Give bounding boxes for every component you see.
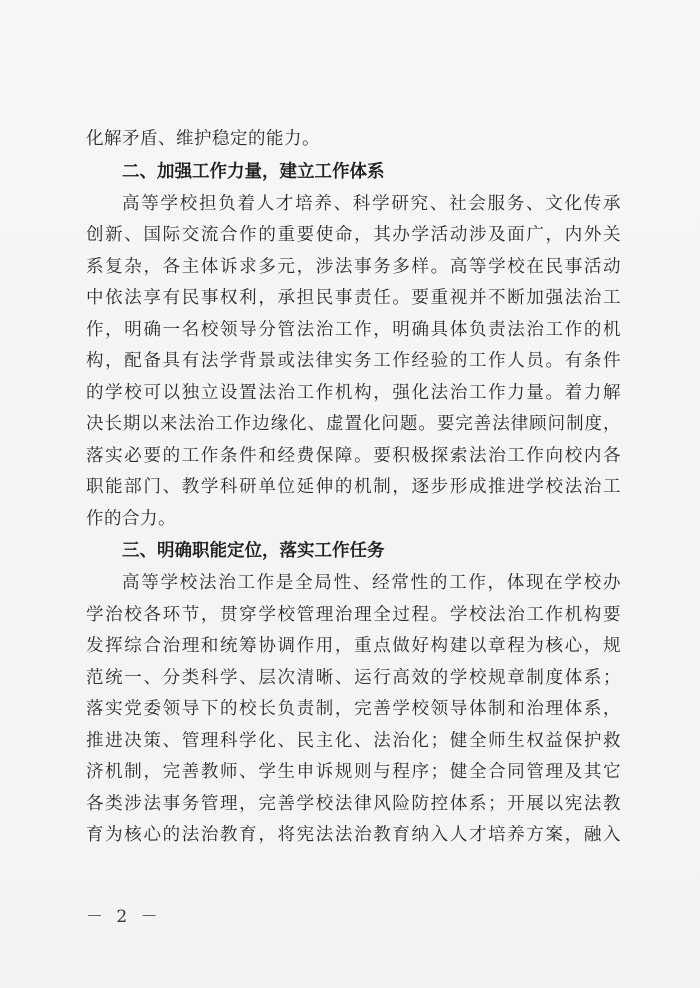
paragraph-line: 创新、国际交流合作的重要使命，其办学活动涉及面广，内外关	[86, 225, 621, 245]
paragraph-line: 范统一、分类科学、层次清晰、运行高效的学校规章制度体系；	[86, 667, 621, 688]
paragraph-line: 职能部门、教学科研单位延伸的机制，逐步形成推进学校法治工	[86, 477, 621, 497]
document-body	[86, 124, 621, 852]
paragraph-line: 各类涉法事务管理，完善学校法律风险防控体系；开展以宪法教	[86, 793, 621, 814]
page-number: － 2 －	[86, 907, 162, 927]
paragraph-line: 化解矛盾、维护稳定的能力。	[86, 129, 320, 149]
paragraph-line: 推进决策、管理科学化、民主化、法治化；健全师生权益保护救	[86, 730, 621, 751]
paragraph-line: 中依法享有民事权利，承担民事责任。要重视并不断加强法治工	[86, 288, 621, 308]
paragraph-line: 育为核心的法治教育，将宪法法治教育纳入人才培养方案，融入	[86, 825, 621, 845]
paragraph-line: 高等学校担负着人才培养、科学研究、社会服务、文化传承	[122, 193, 621, 214]
paragraph-line: 的学校可以独立设置法治工作机构，强化法治工作力量。着力解	[86, 382, 621, 403]
paragraph-line: 决长期以来法治工作边缘化、虚置化问题。要完善法律顾问制度，	[86, 414, 621, 434]
paragraph-line: 落实必要的工作条件和经费保障。要积极探索法治工作向校内各	[86, 445, 621, 466]
section-3-paragraph	[86, 568, 621, 852]
paragraph-line: 落实党委领导下的校长负责制，完善学校领导体制和治理体系，	[86, 699, 621, 719]
paragraph-line: 发挥综合治理和统筹协调作用，重点做好构建以章程为核心，规	[86, 636, 621, 656]
paragraph-line: 济机制，完善教师、学生申诉规则与程序；健全合同管理及其它	[86, 762, 621, 782]
paragraph-line: 作，明确一名校领导分管法治工作，明确具体负责法治工作的机	[86, 319, 621, 340]
section-2-paragraph	[86, 189, 621, 536]
paragraph-line: 构，配备具有法学背景或法律实务工作经验的工作人员。有条件	[86, 351, 621, 371]
paragraph-line: 作的合力。	[86, 508, 176, 529]
section-heading-2: 二、加强工作力量，建立工作体系	[122, 161, 385, 182]
paragraph-line: 系复杂，各主体诉求多元，涉法事务多样。高等学校在民事活动	[86, 256, 621, 277]
paragraph-line: 学治校各环节，贯穿学校管理治理全过程。学校法治工作机构要	[86, 604, 621, 625]
paragraph-line: 高等学校法治工作是全局性、经常性的工作，体现在学校办	[122, 573, 621, 593]
section-heading-3: 三、明确职能定位，落实工作任务	[122, 541, 385, 561]
